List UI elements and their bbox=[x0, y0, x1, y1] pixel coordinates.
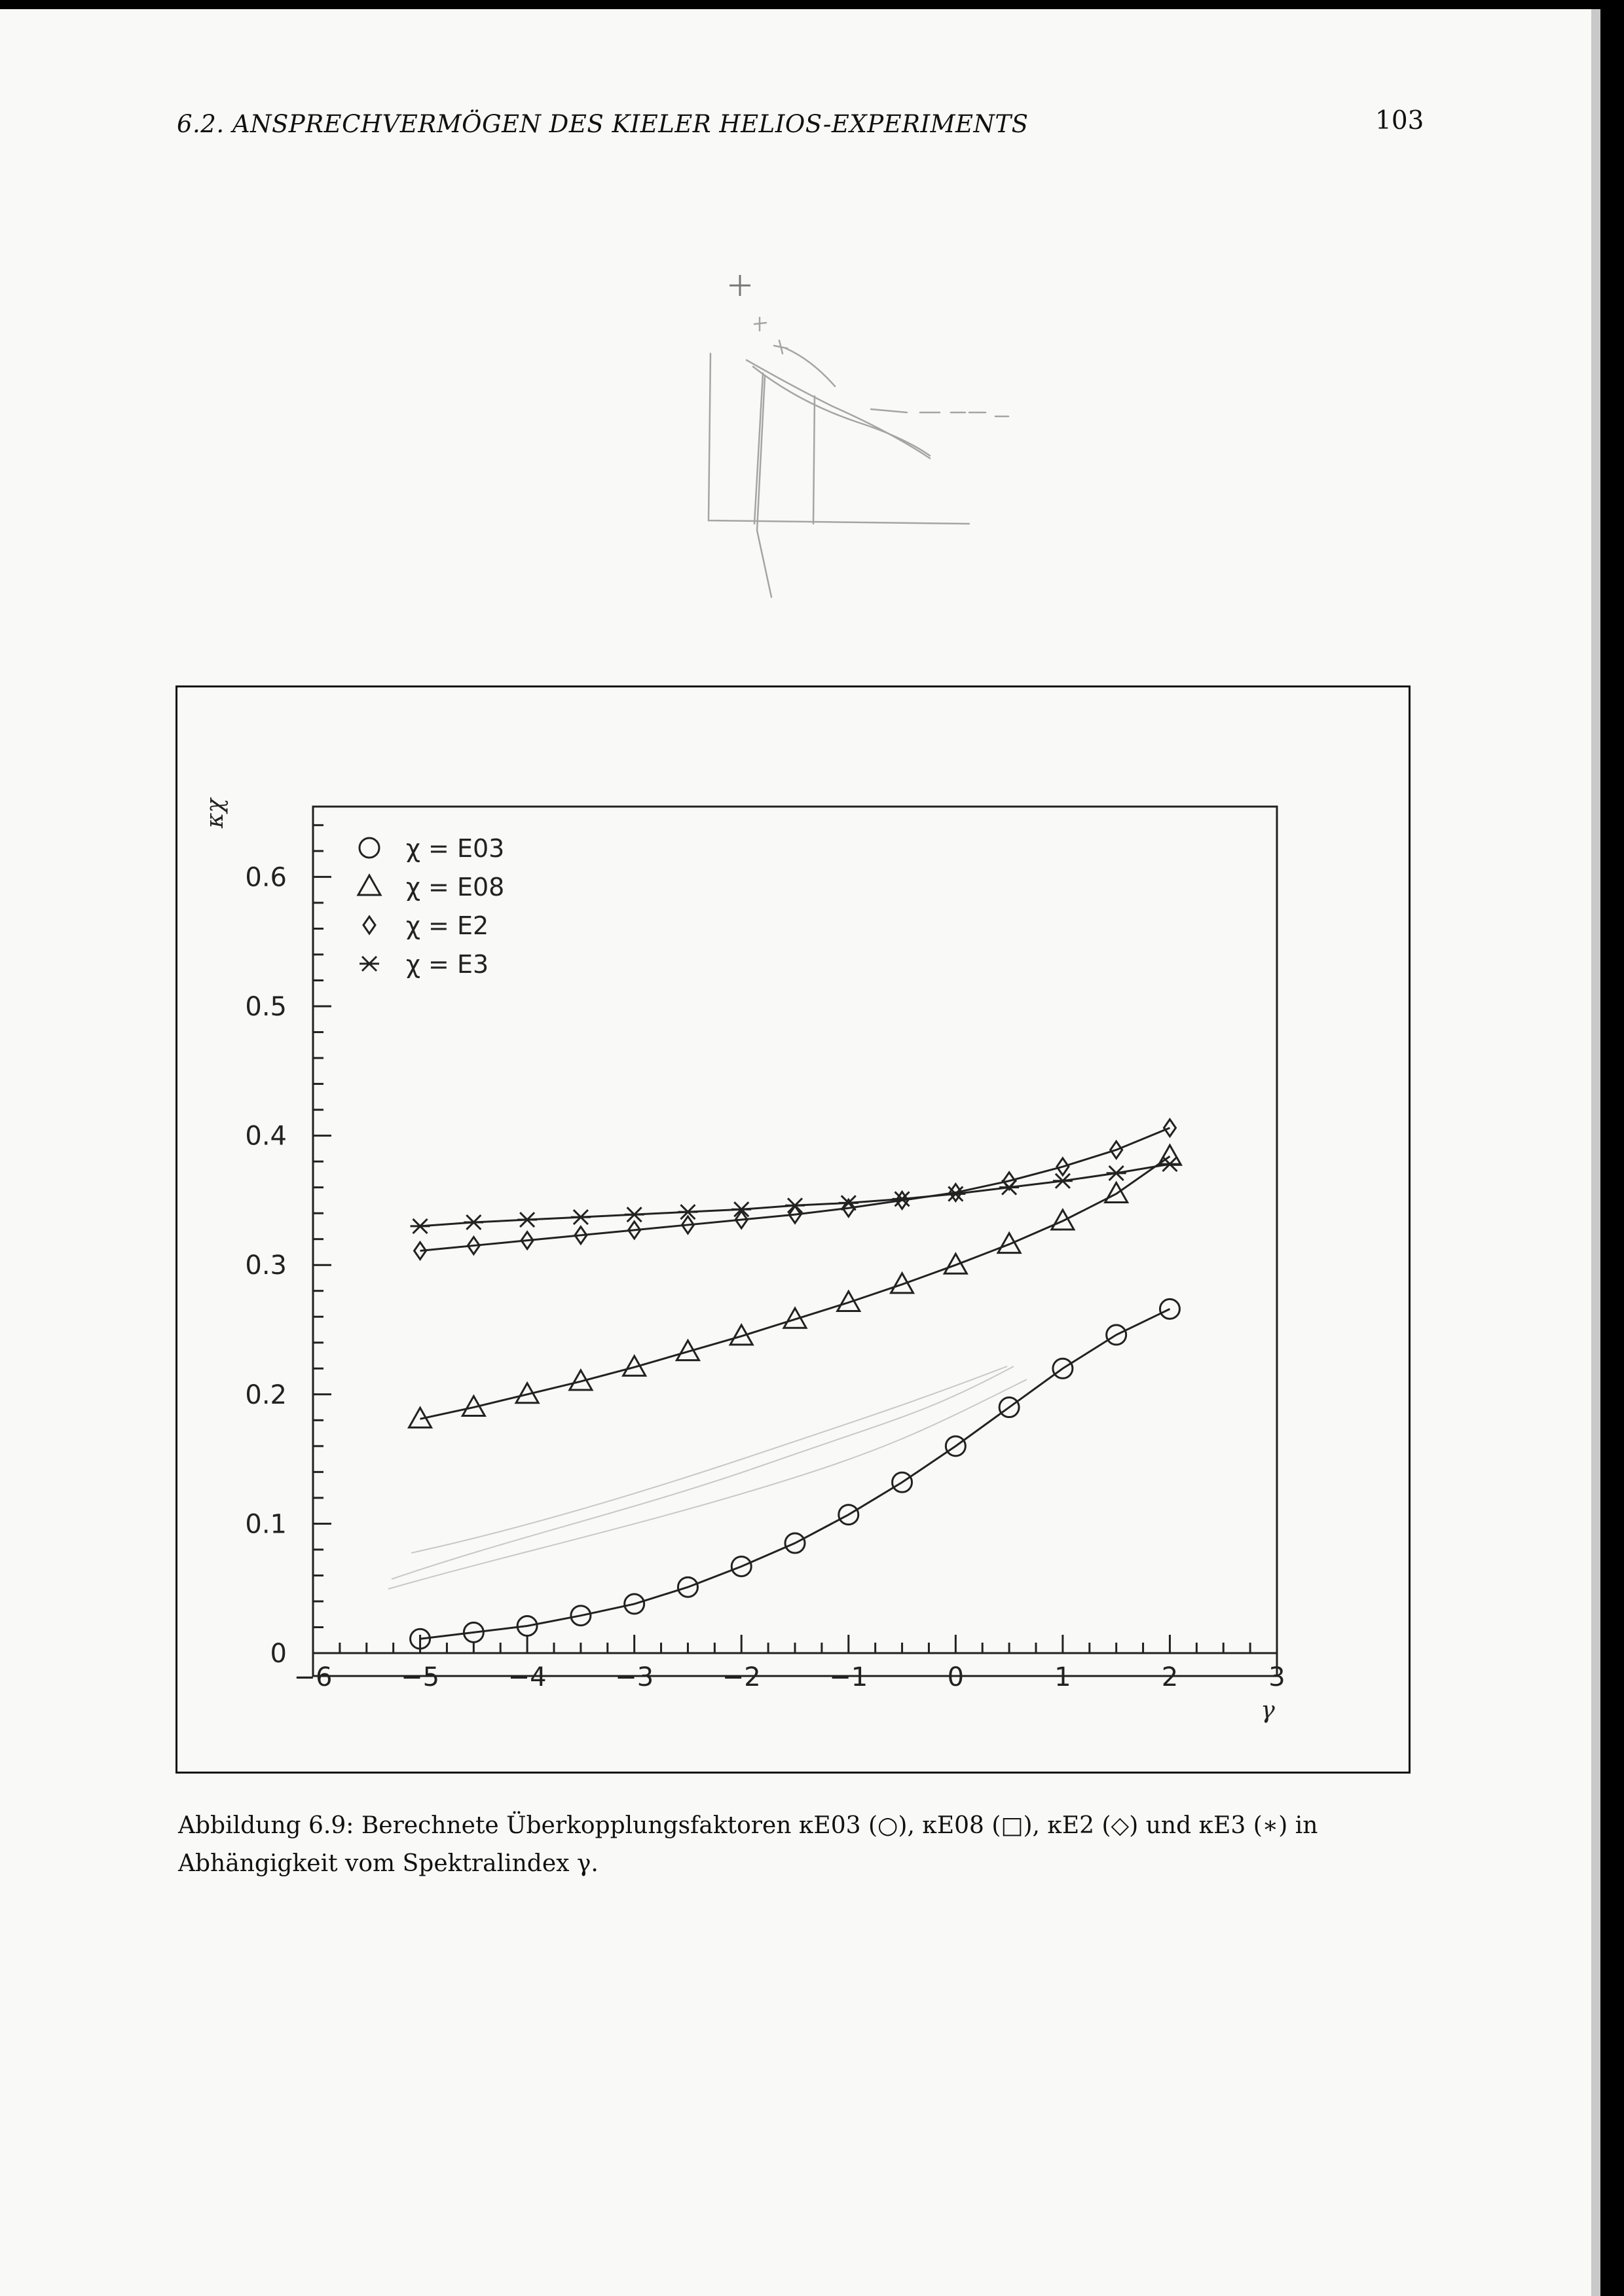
legend-entry bbox=[360, 950, 489, 979]
legend-entry bbox=[360, 834, 504, 863]
asterisk-marker bbox=[893, 1192, 912, 1206]
y-axis-label: κχ bbox=[202, 798, 229, 828]
series-line bbox=[420, 1128, 1170, 1251]
pencil-sketch bbox=[694, 262, 1061, 602]
series-line bbox=[420, 1164, 1170, 1226]
series-circle bbox=[411, 1299, 1180, 1649]
page-number: 103 bbox=[1375, 106, 1424, 136]
legend-entry bbox=[363, 911, 489, 940]
series-line bbox=[420, 1156, 1170, 1419]
x-tick-label: −1 bbox=[829, 1662, 868, 1692]
x-tick-label: 3 bbox=[1268, 1662, 1285, 1692]
x-tick-label: 1 bbox=[1054, 1662, 1071, 1692]
legend-label: χ = E2 bbox=[406, 911, 489, 940]
asterisk-marker bbox=[625, 1207, 644, 1222]
triangle-marker bbox=[784, 1308, 806, 1328]
legend-label: χ = E3 bbox=[406, 950, 489, 979]
y-tick-label: 0.6 bbox=[245, 862, 287, 893]
triangle-marker bbox=[730, 1325, 752, 1345]
asterisk-marker bbox=[464, 1215, 483, 1230]
series-line bbox=[420, 1309, 1170, 1639]
asterisk-marker bbox=[1107, 1166, 1126, 1180]
x-tick-label: −5 bbox=[401, 1662, 440, 1692]
running-head: 6.2. ANSPRECHVERMÖGEN DES KIELER HELIOS-EXPERIMENTS bbox=[177, 110, 1029, 138]
y-tick-label: 0 bbox=[270, 1639, 287, 1669]
asterisk-marker bbox=[731, 1202, 751, 1216]
circle-marker bbox=[360, 838, 379, 858]
diamond-marker bbox=[363, 917, 375, 934]
asterisk-marker bbox=[785, 1198, 805, 1212]
asterisk-marker bbox=[517, 1212, 537, 1227]
x-tick-label: −2 bbox=[722, 1662, 761, 1692]
series-diamond bbox=[415, 1120, 1176, 1260]
y-tick-label: 0.4 bbox=[245, 1121, 287, 1152]
series-triangle bbox=[409, 1145, 1181, 1427]
x-tick-label: 2 bbox=[1161, 1662, 1179, 1692]
page-edge-shadow bbox=[1591, 9, 1600, 2296]
chart bbox=[175, 685, 1411, 1774]
legend-label: χ = E08 bbox=[406, 873, 505, 902]
asterisk-marker bbox=[571, 1210, 591, 1224]
triangle-marker bbox=[838, 1292, 860, 1311]
x-tick-label: −4 bbox=[507, 1662, 547, 1692]
x-tick-label: −6 bbox=[293, 1662, 333, 1692]
x-tick-label: 0 bbox=[947, 1662, 965, 1692]
x-axis-label: γ bbox=[1261, 1697, 1275, 1724]
pencil-smudge bbox=[388, 1366, 1027, 1589]
triangle-marker bbox=[358, 875, 380, 895]
asterisk-marker bbox=[360, 957, 379, 971]
figure-caption: Abbildung 6.9: Berechnete Überkopplungsfaktoren κE03 (○), κE08 (□), κE2 (◇) und κE3 (∗) in Abhängigkeit vom Spektralindex γ. bbox=[178, 1812, 1318, 1877]
legend-label: χ = E03 bbox=[406, 834, 505, 863]
triangle-marker bbox=[998, 1233, 1020, 1253]
y-tick-label: 0.1 bbox=[245, 1509, 287, 1540]
asterisk-marker bbox=[946, 1187, 965, 1201]
x-tick-label: −3 bbox=[615, 1662, 654, 1692]
y-tick-label: 0.3 bbox=[245, 1250, 287, 1281]
triangle-marker bbox=[891, 1273, 913, 1293]
asterisk-marker bbox=[411, 1219, 430, 1233]
triangle-marker bbox=[944, 1254, 967, 1273]
triangle-marker bbox=[1105, 1183, 1128, 1203]
triangle-marker bbox=[1052, 1210, 1074, 1230]
y-tick-label: 0.2 bbox=[245, 1379, 287, 1410]
y-tick-label: 0.5 bbox=[245, 992, 287, 1022]
legend-entry bbox=[358, 873, 504, 902]
